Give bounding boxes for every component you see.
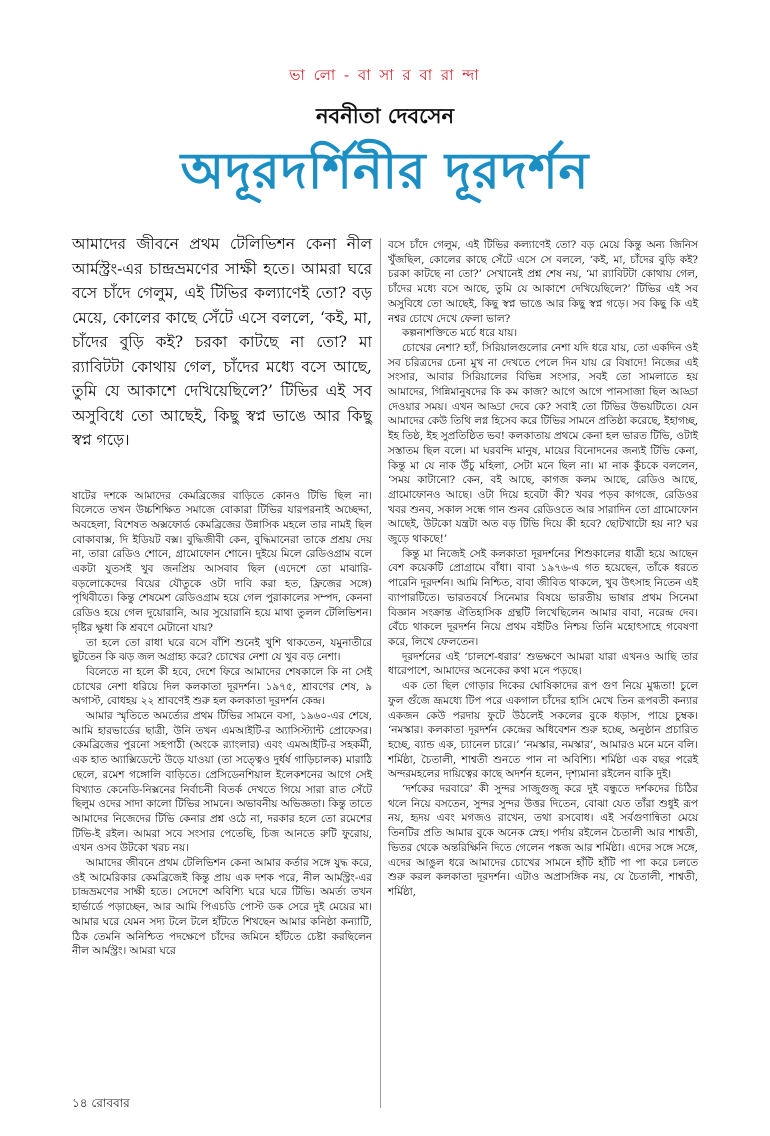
body-paragraph: ষাটের দশকে আমাদের কেমব্রিজের বাড়িতে কোনও টিভি ছিল না। বিলেতে তখন উচ্চশিক্ষিত সমাজে বোকারা টিভির যারপরনাই অচ্ছেদ্দা, অবহেলা, বিশেষত অক্সফোর্ড কেমব্রিজের উন্নাসিক মহলে তার নামই ছিল বোকাবাক্স, দি ইডিয়ট বক্স। বুদ্ধিজীবী কেন, বুদ্ধিমানেরা তাকে প্রশ্রয় দেয় না, তারা রেডিও শোনে, গ্রামোফোন শোনে। দুইয়ে মিলে রেডিওগ্রাম বলে একটা যুতসই খুব জনপ্রিয় আসবাব ছিল (এদেশে তো মাঝারি-বড়লোকেদের বিয়ের যৌতুকে ওটা দাবি করা হত, ফ্রিজের সঙ্গে) পৃথিবীতে। কিন্তু শেষমেশ রেডিওগ্রাম হয়ে গেল পুরাকালের সম্পদ, কেননা রেডিও হয়ে গেল দুয়োরানি, আর সুয়োরানি হয়ে মাথা তুলল টেলিভিশন। দৃষ্টির ক্ষুধা কি শ্রবণে মেটানো যায়? [72, 489, 372, 634]
body-paragraph: তা হলে তো রাধা ঘরে বসে বাঁশি শুনেই খুশি থাকতেন, যমুনাতীরে ছুটতেন কি ঝড় জল অগ্রাহ্য করে? চোখের নেশা যে খুব বড় নেশা। [72, 636, 372, 664]
author-name: নবনীতা দেবসেন [315, 103, 454, 128]
page-footer: ১৪ রোববার [72, 1096, 130, 1110]
body-paragraph: আমার স্মৃতিতে অমর্ত্যের প্রথম টিভির সামনে বসা, ১৯৬০-এর শেষে, আমি হারভার্ডের ছাত্রী, উনি তখন এমআইটি-র অ্যাসিস্ট্যান্ট প্রোফেসর। কেমব্রিজের পুরনো সহপাঠী (অংকে র‍্যাংলার) এবং এমআইটি-র সহকর্মী, এক হাত অ্যাক্সিডেন্টে উড়ে যাওয়া (তা সত্ত্বেও দুর্ধর্ষ গাড়িচালক) মারাঠি ছেলে, রমেশ গঙ্গোলি বাড়িতে। প্রেসিডেনশিয়াল ইলেকশনের আগে সেই বিখ্যাত কেনেডি-নিক্সনের নির্বাচনী বিতর্ক দেখতে গিয়ে সারা রাত সেঁটে ছিলুম ওদের সাদা কালো টিভির সামনে। অভাবনীয় অভিজ্ঞতা। কিন্তু তাতে আমাদের নিজেদের টিভি কেনার প্রশ্ন ওঠে না, দরকার হলে তো রমেশের টিভি-ই রইল। আমরা সবে সংসার পেতেছি, চিজ আনতে রুটি ফুরোয়, এখন ওসব উটকো খরচ নয়। [72, 710, 372, 855]
body-paragraph: চোখের নেশা? হ্যাঁ, সিরিয়ালগুলোর নেশা যদি ধরে যায়, তো একদিন ওই সব চরিত্রদের চেনা মুখ না দেখতে পেলে দিন যায় রে বিষাদে! নিজের এই সংসার, আবার সিরিয়ালের বিভিন্ন সংসার, সবই তো সামলাতে হয় আমাদের, গিন্নিমানুষদের কি কম কাজ? আগে আগে পানসাজা ছিল আড্ডা দেওয়ার সময়। এখন আড্ডা দেবে কে? সবাই তো টিভির উভয়টিতে। যেন আমাদের কেউ তিথি লগ্ন হিসেব করে টিভির সামনে প্রতিষ্ঠা করেছে, ইহাগচ্ছ, ইহ তিষ্ঠ, ইহ সুপ্রতিষ্ঠিত ভব! কলকাতায় প্রথমে কেনা হল ভারত টিভি, ওটাই সস্তাতম ছিল বলে। মা ঘরবন্দি মানুষ, মায়ের বিনোদনের জন্যই টিভি কেনা, কিন্তু মা যে নাক উঁচু মহিলা, সেটা মনে ছিল না। মা নাক কুঁচকে বললেন, ‘সময় কাটানো? কেন, বই আছে, কাগজ কলম আছে, রেডিও আছে, গ্রামোফোনও আছে। ওটা দিয়ে হবেটা কী? খবর পড়ব কাগজে, রেডিওর খবর শুনব, সকাল সন্ধে গান শুনব রেডিওতে আর সারাদিন তো গ্রামোফোন আছেই, উটকো যন্ত্রটা অত বড় টিভি দিয়ে কী হবে? ছোটখাটো হয় না? ঘর জুড়ে থাকছে!’ [388, 341, 698, 546]
body-paragraph: ‘দর্শকের দরবারে’ কী সুন্দর সাজুগুজু করে দুই বন্ধুতে দর্শকদের চিঠির থলে নিয়ে বসতেন, সুন্দর সুন্দর উত্তর দিতেন, বোঝা যেত তাঁরা শুধুই রূপ নয়, হৃদয় এবং মগজও রাখেন, তথা রসবোধ। এই সর্বগুণান্বিতা মেয়ে তিনটির প্রতি আমার বুকে অনেক স্নেহ। পর্দায় রইলেন চৈতালী আর শাশ্বতী, ভিতর থেকে অন্তরিক্ষিনি দিতে গেলেন পঙ্কজ আর শর্মিষ্ঠা। এদের সঙ্গে সঙ্গে, এদের আঙুল ধরে আমাদের চোখের সামনে হাঁটি হাঁটি পা পা করে চলতে শুরু করল কলকাতা দূরদর্শন। এটাও অপ্রাসঙ্গিক নয়, যে চৈতালী, শাশ্বতী, শর্মিষ্ঠা, [388, 783, 698, 898]
body-paragraph: আমাদের জীবনে প্রথম টেলিভিশন কেনা আমার কর্তার সঙ্গে যুদ্ধ করে, ওই আমেরিকার কেমব্রিজেই কিন্তু প্রায় এক দশক পরে, নীল আর্মস্ট্রং-এর চান্দ্রভ্রমণের সাক্ষী হতে। সেদেশে অবিশ্যি ঘরে ঘরে টিভি। অমর্ত্য তখন হার্ভার্ডে পড়াচ্ছেন, আর আমি পিএচডি পোস্ট ডক সেরে দুই মেয়ের মা। আমার ঘরে যেমন সদ্য টলে টলে হাঁটতে শিখছেন আমার কনিষ্ঠা কন্যাটি, ঠিক তেমনি অনিশ্চিত পদক্ষেপে চাঁদের জমিনে হাঁটতে চেষ্টা করছিলেন নীল আর্মস্ট্রং। আমরা ঘরে [72, 857, 372, 958]
right-column [388, 238, 698, 900]
body-paragraph: কিন্তু মা নিজেই সেই কলকাতা দূরদর্শনের শিশুকালের ধাত্রী হয়ে আছেন বেশ কয়েকটি প্রোগ্রামে বাঁধা। বাবা ১৯৭৬-এ গত হয়েছেন, তাঁকে ধরতে পারেনি দূরদর্শন। আমি নিশ্চিত, বাবা জীবিত থাকলে, খুব উৎসাহ নিতেন এই ব্যাপারটিতে। ভারতবর্ষে সিনেমার বিষয়ে ভারতীয় ভাষার প্রথম সিনেমা বিজ্ঞান সংক্রান্ত ঐতিহাসিক গ্রন্থটি লিখেছিলেন আমার বাবা, নরেন্দ্র দেব। বেঁচে থাকলে দূরদর্শন নিয়ে প্রথম বইটিও নিশ্চয় তিনি মহোৎসাহে গবেষণা করে, লিখে ফেলতেন। [388, 547, 698, 648]
body-paragraph: এক তো ছিল গোড়ার দিকের ঘোষিকাদের রূপ গুণ নিয়ে মুগ্ধতা! চুলে ফুল গুঁজে ভ্রূমধ্যে টিপ পরে একগাল চাঁদের হাসি মেখে তিন রূপবতী কন্যার একজন কেউ পরদায় ফুটে উঠলেই সকলের বুকে ধড়াস, পায়ে চুম্বক। ‘নমস্কার। কলকাতা দূরদর্শন কেন্দ্রের অধিবেশন শুরু হচ্ছে, অনুষ্ঠান প্রচারিত হচ্ছে, ব্যান্ড এক, চ্যানেল চারে।’ ‘নমস্কার, নমস্কার’, আমারও মনে মনে বলি। শর্মিষ্ঠা, চৈতালী, শাশ্বতী শুনতে পান না অবিশ্যি। শর্মিষ্ঠা এক বছর পরেই অন্দরমহলের দায়িত্বের কাছে অদর্শন হলেন, দৃশ্যমানা রইলেন বাকি দুই। [388, 680, 698, 781]
body-paragraph: বসে চাঁদে গেলুম, এই টিভির কল্যাণেই তো? বড় মেয়ে কিন্তু অন্য জিনিস খুঁজছিল, কোলের কাছে সেঁটে এসে সে বললে, ‘কই, মা, চাঁদের বুড়ি কই? চরকা কাটছে না তো?’ সেখানেই প্রশ্ন শেষ নয়, ‘মা র‍্যাবিটটা কোথায় গেল, চাঁদের মধ্যে বসে আছে, তুমি যে আকাশে দেখিয়েছিলে?’ টিভির এই সব অসুবিধে তো আছেই, কিছু স্বপ্ন ভাঙে আর কিছু স্বপ্ন গড়ে। সব কিছু কি এই নশ্বর চোখে দেখে ফেলা ভাল? [388, 239, 698, 325]
left-column [72, 232, 372, 959]
section-label: ভা লো - বা সা র বা রা ন্দা [289, 66, 481, 84]
headline: অদূরদর্শিনীর দূরদর্শন [180, 141, 590, 200]
body-paragraph: দূরদর্শনের এই ‘চালশে-ধরার’ শুভক্ষণে আমরা যারা এখনও আছি তার ধারেপাশে, আমাদের অনেকের কথা মনে পড়ছে। [388, 650, 698, 678]
column-divider [380, 238, 381, 1108]
body-paragraph: বিলেতে না হলে কী হবে, দেশে ফিরে আমাদের শেষকালে কি না সেই চোখের নেশা ধরিয়ে দিল কলকাতা দূরদর্শন। ১৯৭৫, শ্রাবণের শেষ, ৯ অগাস্ট, বোধহয় ২২ শ্রাবণেই শুরু হল কলকাতা দূরদর্শন কেন্দ্র। [72, 665, 372, 708]
body-paragraph: কল্পনাশক্তিতে মর্চে ধরে যায়। [402, 327, 518, 340]
lead-paragraph: আমাদের জীবনে প্রথম টেলিভিশন কেনা নীল আর্মস্ট্রং-এর চান্দ্রভ্রমণের সাক্ষী হতে। আমরা ঘরে বসে চাঁদে গেলুম, এই টিভির কল্যাণেই তো? বড় মেয়ে, কোলের কাছে সেঁটে এসে বললে, ‘কই, মা, চাঁদের বুড়ি কই? চরকা কাটছে না তো? মা র‍্যাবিটটা কোথায় গেল, চাঁদের মধ্যে বসে আছে, তুমি যে আকাশে দেখিয়েছিলে?’ টিভির এই সব অসুবিধে তো আছেই, কিছু স্বপ্ন ভাঙে আর কিছু স্বপ্ন গড়ে। [72, 235, 372, 449]
